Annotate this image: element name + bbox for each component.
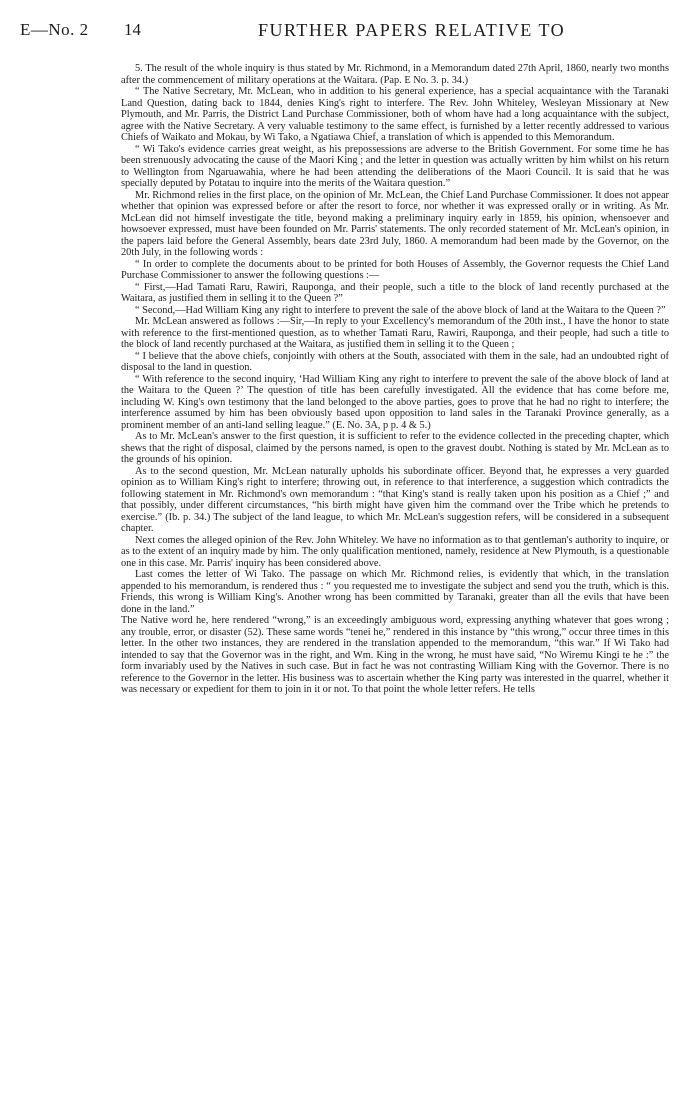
- paragraph: Next comes the alleged opinion of the Rev. John Whiteley. We have no information as to that gentleman's authority to inquire, or as to the extent of an inquiry made by him. The only qualification mentioned, namely, residence at New Plymouth, is a questionable one in this case. Mr. Parris' inquiry has been considered above.: [121, 534, 669, 569]
- paragraph: Mr. Richmond relies in the first place, on the opinion of Mr. McLean, the Chief Land Purchase Commissioner. It does not appear whether that opinion was expressed before or after the resort to force, nor whether it was expressed orally or in writing. As Mr. McLean did not himself investigate the title, beyond making a preliminary inquiry early in 1859, his opinion, whensoever and howsoever expressed, must have been founded on Mr. Parris' statements. The only recorded statement of Mr. McLean's opinion, in the papers laid before the General Assembly, bears date 23rd July, 1860. A memorandum had been made by the Governor, on the 20th July, in the following words :: [121, 189, 669, 258]
- paragraph: “ Second,—Had William King any right to interfere to prevent the sale of the above block of land at the Waitara to the Queen ?”: [135, 304, 666, 316]
- paragraph: “ Wi Tako's evidence carries great weight, as his prepossessions are adverse to the British Government. For some time he has been strenuously advocating the cause of the Maori King ; and the letter in question was actually written by him whilst on his return to Wellington from Ngaruawahia, where he had been attending the deliberations of the Maori Council. It is said that he was specially deputed by Potatau to inquire into the merits of the Waitara question.”: [121, 143, 669, 189]
- document-reference: E—No. 2: [20, 20, 89, 39]
- paragraph: “ I believe that the above chiefs, conjointly with others at the South, associated with them in the sale, had an undoubted right of disposal to the land in question.: [121, 350, 669, 373]
- body-text: [121, 63, 669, 696]
- paragraph: Last comes the letter of Wi Tako. The passage on which Mr. Richmond relies, is evidently that which, in the translation appended to his memorandum, is rendered thus : “ you requested me to investigate the subject and send you the truth, which is this. Friends, this wrong is William King's. Another wrong has been committed by Taranaki, greater than all the evils that have been done in the land.”: [121, 569, 669, 615]
- running-title: FURTHER PAPERS RELATIVE TO: [258, 20, 566, 40]
- paragraph: The Native word he, here rendered “wrong,” is an exceedingly ambiguous word, expressing anything whatever that goes wrong ; any trouble, error, or disaster (52). These same words “tenei he,” rendered in this instance by “this wrong,” occur three times in this letter. In the other two instances, they are rendered in the translation appended to the memorandum, “this war.” If Wi Tako had intended to say that the Governor was in the right, and Wm. King in the wrong, he must have said, “No Wiremu Kingi te he :” the form invariably used by the Natives in such case. But in fact he was not contrasting William King with the Governor. There is no reference to the Governor in the letter. His business was to ascertain whether the King party was interested in the quarrel, whether it was necessary or expedient for them to join in it or not. To that point the whole letter refers. He tells: [121, 615, 669, 695]
- paragraph: “ In order to complete the documents about to be printed for both Houses of Assembly, the Governor requests the Chief Land Purchase Commissioner to answer the following questions :—: [121, 258, 669, 281]
- paragraph: “ First,—Had Tamati Raru, Rawiri, Rauponga, and their people, such a title to the block of land recently purchased at the Waitara, as justified them in selling it to the Queen ?”: [121, 281, 669, 304]
- paragraph: Mr. McLean answered as follows :—Sir,—In reply to your Excellency's memorandum of the 20th inst., I have the honor to state with reference to the first-mentioned question, as to whether Tamati Raru, Rawiri, Rauponga, and their people, had such a title to the block of land recently purchased at the Waitara, as justified them in selling it to the Queen ;: [121, 316, 669, 350]
- paragraph: “ The Native Secretary, Mr. McLean, who in addition to his general experience, has a special acquaintance with the Taranaki Land Question, dating back to 1844, denies King's right to interfere. The Rev. John Whiteley, Wesleyan Missionary at New Plymouth, and Mr. Parris, the District Land Purchase Commissioner, both of whom have had a long acquaintance with the subject, agree with the Native Secretary. A very valuable testimony to the same effect, is furnished by a letter recently addressed to various Chiefs of Waikato and Mokau, by Wi Tako, a Ngatiawa Chief, a translation of which is appended to this Memorandum.: [121, 86, 669, 143]
- paragraph: 5. The result of the whole inquiry is thus stated by Mr. Richmond, in a Memorandum dated 27th April, 1860, nearly two months after the commencement of military operations at the Waitara. (Pap. E No. 3. p. 34.): [121, 63, 669, 86]
- paragraph: As to the second question, Mr. McLean naturally upholds his subordinate officer. Beyond that, he expresses a very guarded opinion as to William King's right to interfere; throwing out, in reference to that interference, a suggestion which contradicts the following statement in Mr. Richmond's own memorandum : “that King's stand is really taken upon his position as a Chief ;” and that possibly, under different circumstances, “his birth might have given him the command over the Tribe which he pretends to exercise.” (Ib. p. 34.) The subject of the land league, to which Mr. McLean's suggestion refers, will be considered in a subsequent chapter.: [121, 465, 669, 534]
- paragraph: “ With reference to the second inquiry, ‘Had William King any right to interfere to prevent the sale of the above block of land at the Waitara to the Queen ?’ The question of title has been carefully investigated. All the evidence that has come before me, including W. King's own testimony that the land belonged to the above parties, goes to prove that he had no right to interfere; the interference assumed by him has been obviously based upon opposition to land sales in the Taranaki Province generally, as a prominent member of an anti-land selling league.” (E. No. 3A, p p. 4 & 5.): [121, 373, 669, 431]
- page-header: [0, 20, 700, 44]
- paragraph: As to Mr. McLean's answer to the first question, it is sufficient to refer to the evidence collected in the preceding chapter, which shews that the right of disposal, claimed by the persons named, is open to the gravest doubt. Nothing is stated by Mr. McLean as to the grounds of his opinion.: [121, 431, 669, 465]
- page-number: 14: [124, 20, 141, 39]
